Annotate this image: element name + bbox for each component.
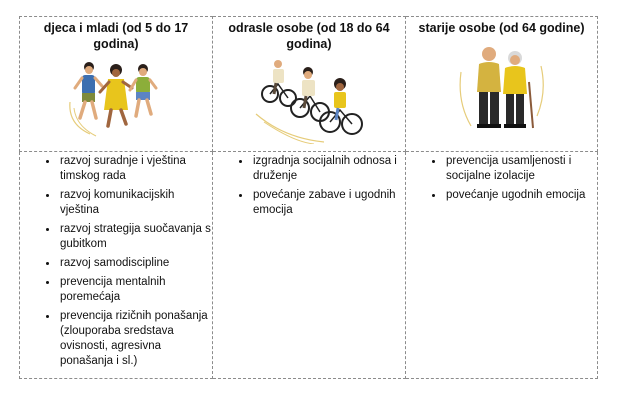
list-item: • razvoj samodiscipline bbox=[58, 256, 212, 271]
header-cell-elderly bbox=[406, 17, 598, 152]
list-item: • povećanje ugodnih emocija bbox=[444, 188, 597, 203]
children-benefits-list bbox=[20, 154, 212, 369]
header-row bbox=[20, 17, 598, 152]
list-item: • povećanje zabave i ugodnih emocija bbox=[251, 188, 405, 218]
list-item: • izgradnja socijalnih odnosa i druženje bbox=[251, 154, 405, 184]
list-item: • prevencija mentalnih poremećaja bbox=[58, 275, 212, 305]
elderly-couple-icon bbox=[406, 42, 597, 134]
adults-benefits-list bbox=[213, 154, 405, 218]
adults-cycling-icon bbox=[213, 58, 405, 144]
column-title-children: djeca i mladi (od 5 do 17 godina) bbox=[43, 21, 189, 51]
content-cell-adults bbox=[213, 152, 406, 379]
list-item: • razvoj komunikacijskih vještina bbox=[58, 188, 212, 218]
list-item: • razvoj strategija suočavanja s gubitkom bbox=[58, 222, 212, 252]
header-cell-children bbox=[20, 17, 213, 152]
children-running-icon bbox=[20, 58, 212, 140]
list-item: • prevencija rizičnih ponašanja (zlouporaba sredstava ovisnosti, agresivna ponašanja i sl.) bbox=[58, 309, 212, 369]
age-groups-table bbox=[19, 16, 598, 379]
content-cell-children bbox=[20, 152, 213, 379]
elderly-benefits-list bbox=[406, 154, 597, 203]
list-item: • prevencija usamljenosti i socijalne izolacije bbox=[444, 154, 597, 184]
column-title-elderly: starije osobe (od 64 godine) bbox=[418, 21, 585, 35]
content-cell-elderly bbox=[406, 152, 598, 379]
list-item: • razvoj suradnje i vještina timskog rada bbox=[58, 154, 212, 184]
header-cell-adults bbox=[213, 17, 406, 152]
content-row bbox=[20, 152, 598, 379]
column-title-adults: odrasle osobe (od 18 do 64 godina) bbox=[228, 21, 390, 51]
